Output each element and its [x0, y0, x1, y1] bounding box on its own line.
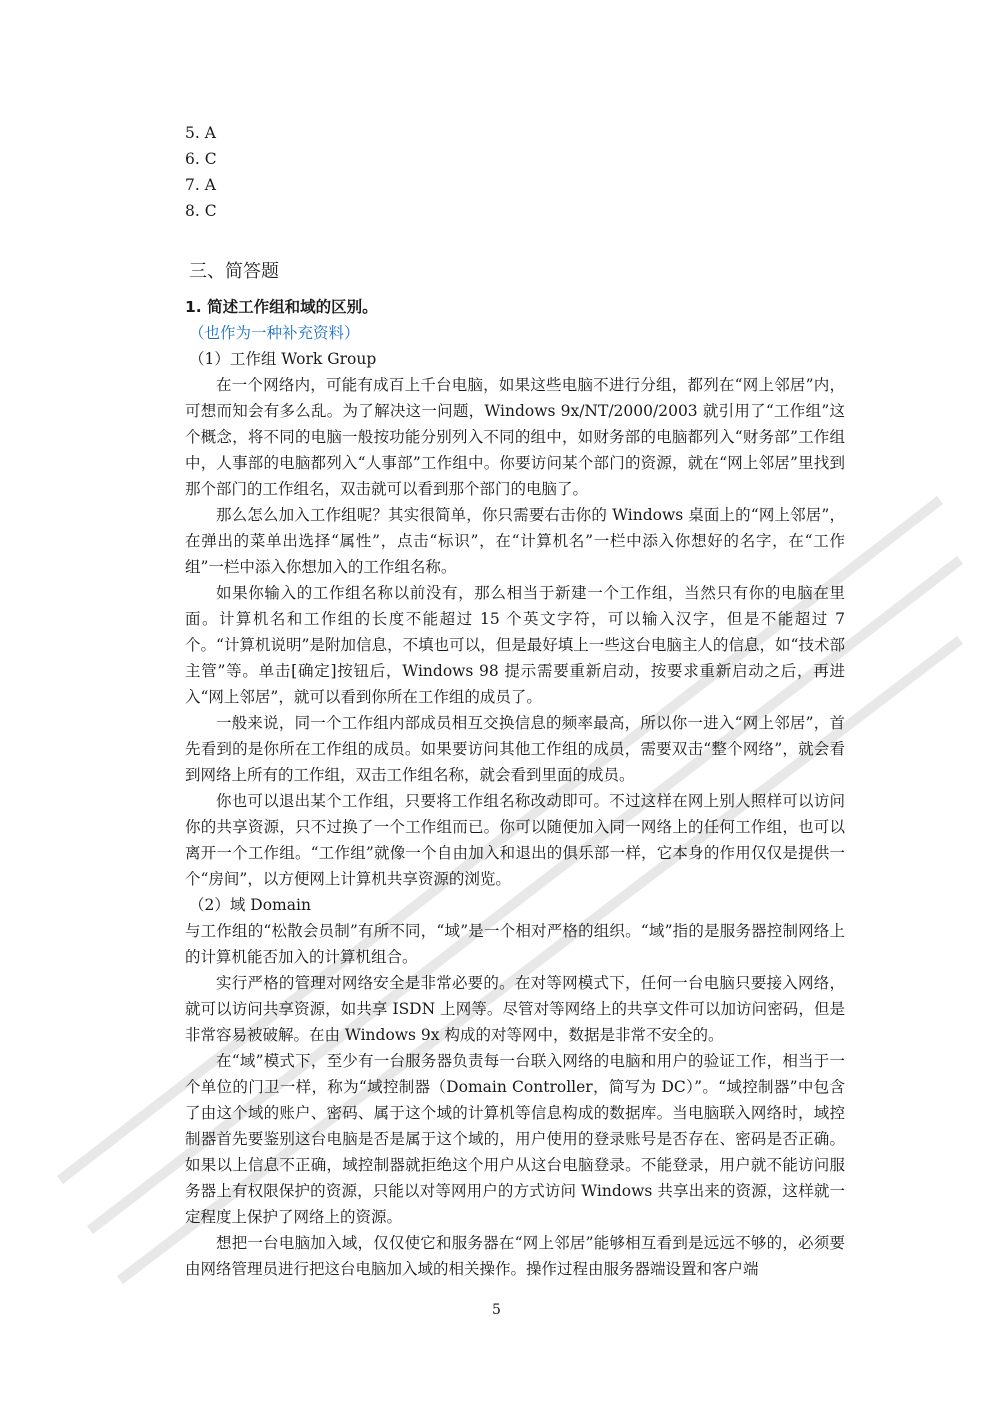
- section-title: 三、简答题: [189, 261, 279, 282]
- paragraph: 在“域”模式下，至少有一台服务器负责每一台联入网络的电脑和用户的验证工作，相当于一个单位的门卫一样，称为“域控制器（Domain Controller，简写为 DC）”。“域控制器”中包含了由这个域的账户、密码、属于这个域的计算机等信息构成的数据库。当电脑联入网络时，域控制器首先要鉴别这台电脑是否是属于这个域的，用户使用的登录账号是否存在、密码是否正确。如果以上信息不正确，域控制器就拒绝这个用户从这台电脑登录。不能登录，用户就不能访问服务器上有权限保护的资源，只能以对等网用户的方式访问 Windows 共享出来的资源，这样就一定程度上保护了网络上的资源。: [185, 1052, 845, 1226]
- paragraph: 想把一台电脑加入域，仅仅使它和服务器在“网上邻居”能够相互看到是远远不够的，必须要由网络管理员进行把这台电脑加入域的相关操作。操作过程由服务器端设置和客户端: [185, 1234, 845, 1278]
- paragraph: 一般来说，同一个工作组内部成员相互交换信息的频率最高，所以你一进入“网上邻居”，首先看到的是你所在工作组的成员。如果要访问其他工作组的成员，需要双击“整个网络”，就会看到网络上所有的工作组，双击工作组名称，就会看到里面的成员。: [185, 714, 845, 784]
- answer-item: 8. C: [185, 202, 217, 220]
- page-number: 5: [492, 1302, 501, 1318]
- subsection-domain: （2）域 Domain: [189, 896, 311, 914]
- answer-item: 7. A: [185, 176, 216, 194]
- page-content: [185, 120, 845, 1282]
- answer-item: 6. C: [185, 150, 217, 168]
- subsection-workgroup: （1）工作组 Work Group: [189, 350, 377, 368]
- paragraph: 如果你输入的工作组名称以前没有，那么相当于新建一个工作组，当然只有你的电脑在里面。计算机名和工作组的长度不能超过 15 个英文字符，可以输入汉字，但是不能超过 7 个。“计算机说明”是附加信息，不填也可以，但是最好填上一些这台电脑主人的信息，如“技术部主管”等。单击[确定]按钮后，Windows 98 提示需要重新启动，按要求重新启动之后，再进入“网上邻居”，就可以看到你所在工作组的成员了。: [185, 584, 845, 706]
- answer-item: 5. A: [185, 124, 216, 142]
- question-title: 1. 简述工作组和域的区别。: [185, 298, 378, 316]
- paragraph: 你也可以退出某个工作组，只要将工作组名称改动即可。不过这样在网上别人照样可以访问你的共享资源，只不过换了一个工作组而已。你可以随便加入同一网络上的任何工作组，也可以离开一个工作组。“工作组”就像一个自由加入和退出的俱乐部一样，它本身的作用仅仅是提供一个“房间”，以方便网上计算机共享资源的浏览。: [185, 792, 845, 888]
- supplement-note: （也作为一种补充资料）: [189, 324, 360, 342]
- paragraph: 在一个网络内，可能有成百上千台电脑，如果这些电脑不进行分组，都列在“网上邻居”内，可想而知会有多么乱。为了解决这一问题，Windows 9x/NT/2000/2003 就引用了“工作组”这个概念，将不同的电脑一般按功能分别列入不同的组中，如财务部的电脑都列入“财务部”工作组中，人事部的电脑都列入“人事部”工作组中。你要访问某个部门的资源，就在“网上邻居”里找到那个部门的工作组名，双击就可以看到那个部门的电脑了。: [185, 376, 845, 498]
- paragraph: 那么怎么加入工作组呢？其实很简单，你只需要右击你的 Windows 桌面上的“网上邻居”，在弹出的菜单出选择“属性”，点击“标识”，在“计算机名”一栏中添入你想好的名字，在“工作组”一栏中添入你想加入的工作组名称。: [185, 506, 845, 576]
- answer-list: [185, 120, 845, 224]
- paragraph: 与工作组的“松散会员制”有所不同，“域”是一个相对严格的组织。“域”指的是服务器控制网络上的计算机能否加入的计算机组合。: [185, 922, 845, 966]
- paragraph: 实行严格的管理对网络安全是非常必要的。在对等网模式下，任何一台电脑只要接入网络，就可以访问共享资源，如共享 ISDN 上网等。尽管对等网络上的共享文件可以加访问密码，但是非常容易被破解。在由 Windows 9x 构成的对等网中，数据是非常不安全的。: [185, 974, 845, 1044]
